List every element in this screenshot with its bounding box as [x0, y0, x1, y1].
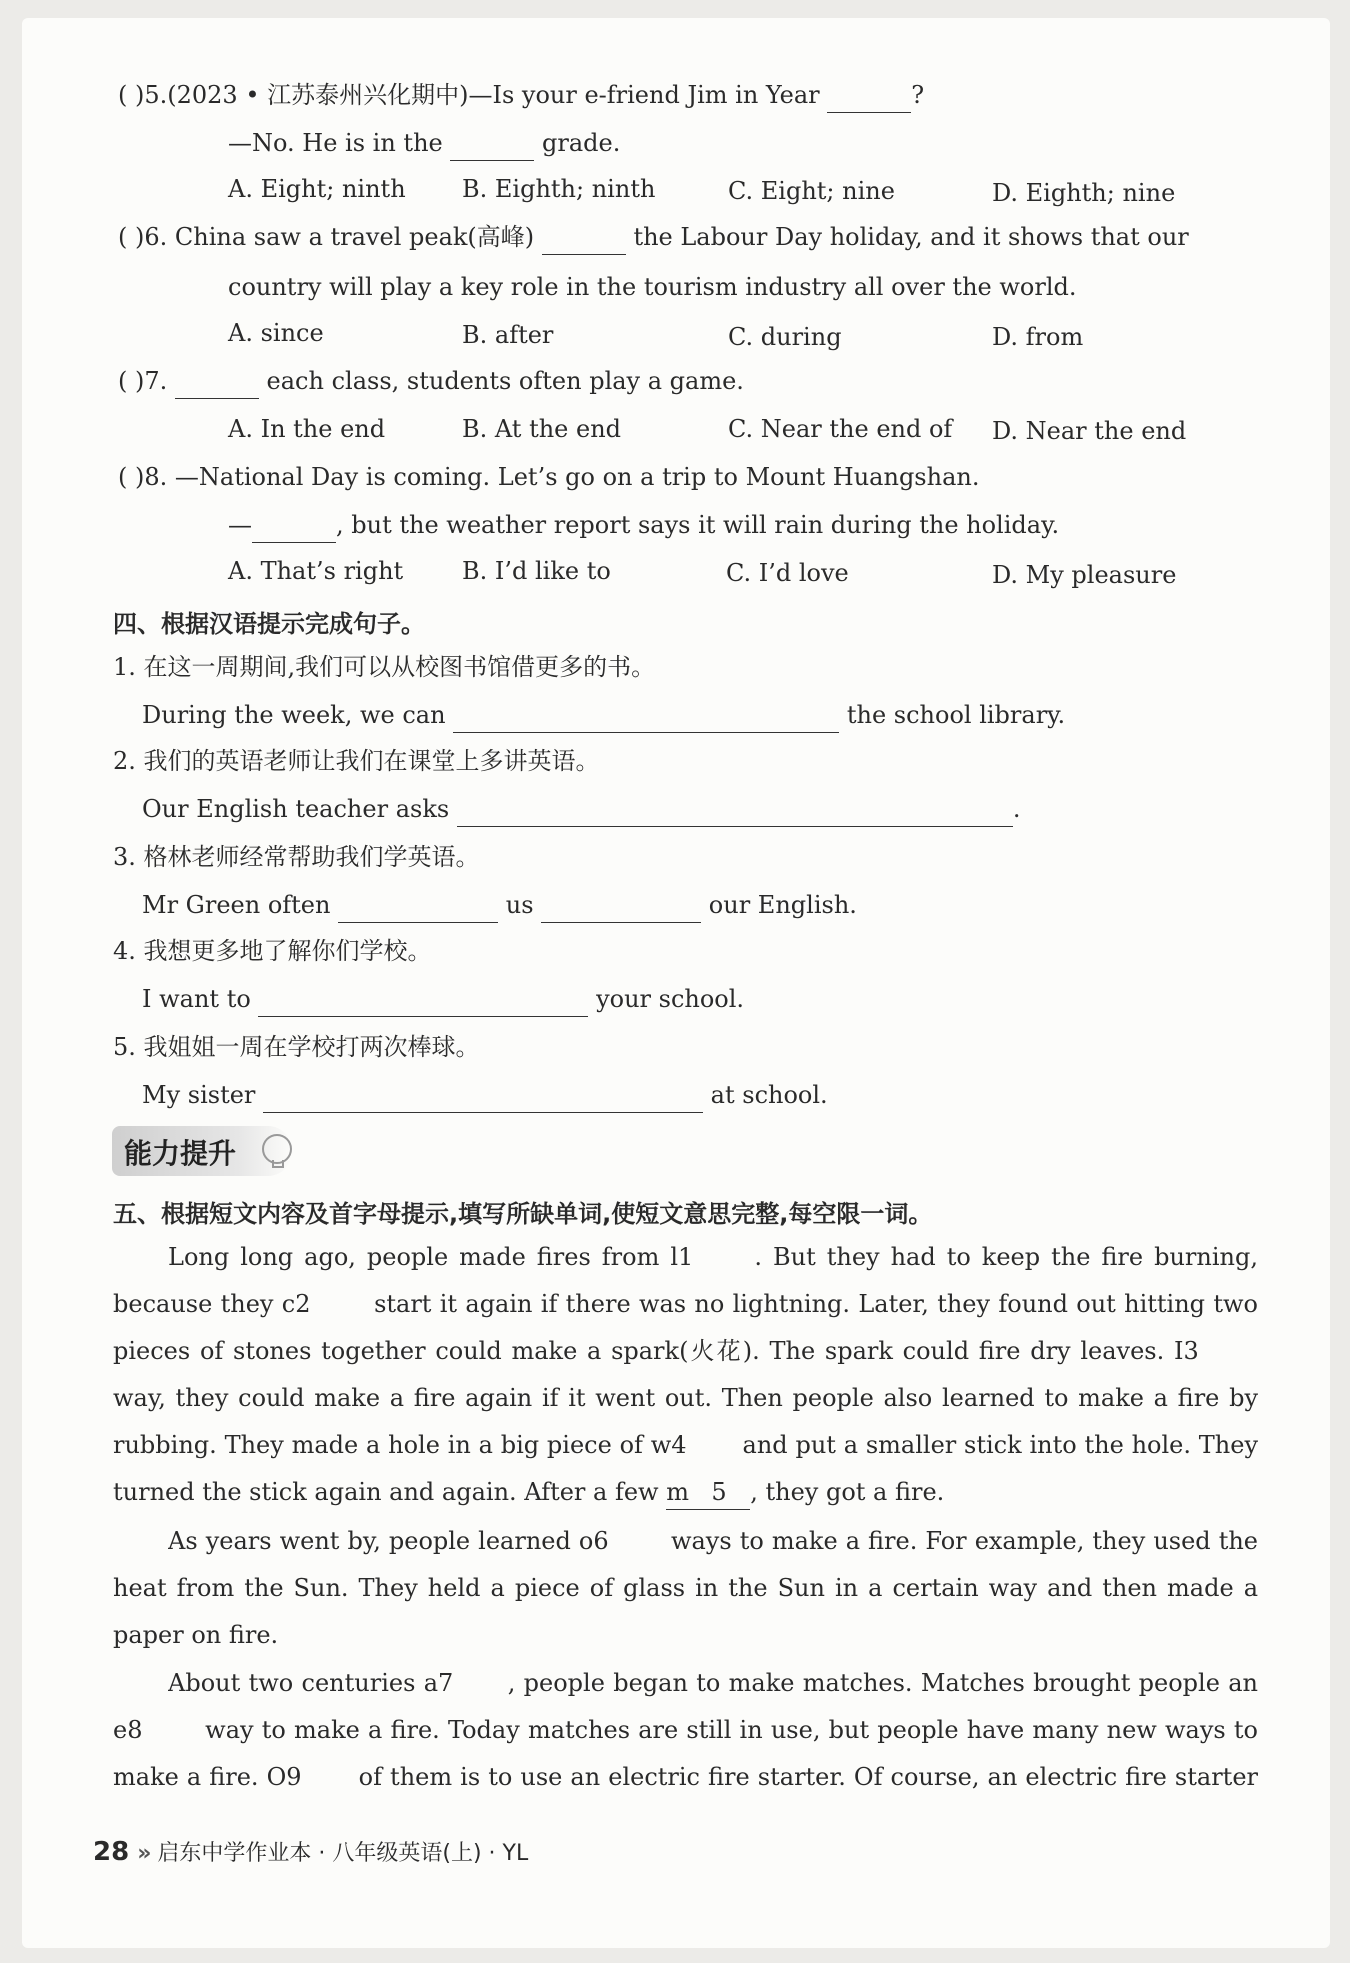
double-chevron-icon: »: [137, 1841, 152, 1866]
s4-item1-blank[interactable]: [453, 698, 839, 733]
passage-text: heat from the Sun. They held a piece of glass in the Sun in a certain way and then made a: [113, 1574, 1258, 1602]
cloze-blank-7[interactable]: [424, 1666, 508, 1700]
q5-blank-1[interactable]: [827, 78, 911, 113]
s4-item5-chinese: 5. 我姐姐一周在学校打两次棒球。: [113, 1033, 480, 1061]
q7-option-d: D. Near the end: [992, 417, 1187, 445]
cloze-blank-2[interactable]: [282, 1287, 366, 1321]
passage-line: [113, 1760, 1258, 1794]
passage-text: As years went by, people learned: [168, 1527, 579, 1555]
passage-text: of them is to use an electric fire starter. Of course, an electric fire starter: [358, 1763, 1258, 1791]
s4-item2-chinese: 2. 我们的英语老师让我们在课堂上多讲英语。: [113, 747, 600, 775]
q6-blank[interactable]: [542, 220, 626, 255]
passage-text: because they: [113, 1290, 282, 1318]
q5-option-a: A. Eight; ninth: [228, 175, 406, 203]
q7-line1: ( )7. each class, students often play a game.: [118, 364, 744, 399]
passage-line: [168, 1666, 1258, 1700]
s4-item3-blank-1[interactable]: [338, 888, 498, 923]
q8-option-d: D. My pleasure: [992, 561, 1177, 589]
passage-line: [113, 1475, 944, 1510]
section5-title: 五、根据短文内容及首字母提示,填写所缺单词,使短文意思完整,每空限一词。: [113, 1200, 933, 1228]
q5-option-b: B. Eighth; ninth: [462, 175, 656, 203]
passage-text: ways to make a fire. For example, they used the: [662, 1527, 1258, 1555]
cloze-initial-letter: e: [113, 1716, 128, 1744]
q6-option-d: D. from: [992, 323, 1084, 351]
passage-text: , they got a fire.: [750, 1478, 945, 1506]
passage-line: [113, 1618, 278, 1652]
cloze-blank-number: 1: [678, 1243, 694, 1271]
ability-section-badge: 能力提升: [112, 1126, 292, 1176]
passage-line: [168, 1524, 1258, 1558]
cloze-blank-3[interactable]: [1174, 1334, 1258, 1368]
passage-text: Long long ago, people made fires from: [168, 1243, 671, 1271]
q6-option-c: C. during: [728, 323, 842, 351]
cloze-blank-number: 6: [593, 1527, 609, 1555]
q7-option-c: C. Near the end of: [728, 415, 953, 443]
cloze-blank-9[interactable]: [267, 1760, 351, 1794]
s4-item3-chinese: 3. 格林老师经常帮助我们学英语。: [113, 843, 480, 871]
passage-line: [113, 1334, 1258, 1368]
passage-text: rubbing. They made a hole in a big piece of: [113, 1431, 651, 1459]
q8-option-b: B. I’d like to: [462, 557, 611, 585]
q5-option-d: D. Eighth; nine: [992, 179, 1176, 207]
s4-item3-blank-2[interactable]: [541, 888, 701, 923]
section4-title: 四、根据汉语提示完成句子。: [113, 610, 425, 638]
s4-item1-english: During the week, we can the school library.: [142, 698, 1065, 733]
s4-item1-chinese: 1. 在这一周期间,我们可以从校图书馆借更多的书。: [113, 653, 656, 681]
passage-line: [113, 1571, 1258, 1605]
cloze-initial-letter: m: [666, 1478, 689, 1506]
passage-text: . But they had to keep the fire burning,: [754, 1243, 1258, 1271]
cloze-blank-4[interactable]: [651, 1428, 735, 1462]
q8-line2: — , but the weather report says it will rain during the holiday.: [228, 508, 1059, 543]
cloze-blank-1[interactable]: [670, 1240, 754, 1274]
passage-line: [168, 1240, 1258, 1274]
q7-option-a: A. In the end: [228, 415, 386, 443]
q5-blank-2[interactable]: [450, 126, 534, 161]
q7-option-b: B. At the end: [462, 415, 622, 443]
cloze-initial-letter: l: [670, 1243, 679, 1271]
passage-line: [113, 1428, 1258, 1462]
cloze-initial-letter: c: [281, 1290, 296, 1318]
cloze-blank-number: 4: [671, 1431, 687, 1459]
passage-text: start it again if there was no lightning. Later, they found out hitting two: [365, 1290, 1258, 1318]
cloze-blank-number: 9: [286, 1763, 302, 1791]
cloze-initial-letter: a: [423, 1669, 439, 1697]
q7-blank[interactable]: [175, 364, 259, 399]
cloze-blank-8[interactable]: [113, 1713, 197, 1747]
s4-item4-blank[interactable]: [258, 982, 588, 1017]
page-footer: [93, 1836, 528, 1867]
q5-option-c: C. Eight; nine: [728, 177, 895, 205]
cloze-blank-number: 3: [1183, 1337, 1199, 1365]
q8-option-c: C. I’d love: [726, 559, 849, 587]
cloze-initial-letter: O: [266, 1763, 287, 1791]
cloze-blank-number: 2: [295, 1290, 311, 1318]
cloze-initial-letter: I: [1174, 1337, 1184, 1365]
book-title: 启东中学作业本 · 八年级英语(上) · YL: [157, 1841, 529, 1866]
s4-item4-english: I want to your school.: [142, 982, 744, 1017]
passage-text: make a fire.: [113, 1763, 267, 1791]
q8-line1: ( )8. —National Day is coming. Let’s go on a trip to Mount Huangshan.: [118, 463, 980, 491]
q5-line1: ( )5.(2023 • 江苏泰州兴化期中)—Is your e-friend Jim in Year ?: [118, 78, 924, 113]
passage-text: and put a smaller stick into the hole. They: [734, 1431, 1258, 1459]
passage-text: About two centuries: [168, 1669, 424, 1697]
q6-line2: country will play a key role in the tourism industry all over the world.: [228, 273, 1077, 301]
q6-option-a: A. since: [228, 319, 324, 347]
cloze-blank-5[interactable]: [666, 1475, 750, 1510]
s4-item5-english: My sister at school.: [142, 1078, 828, 1113]
q6-option-b: B. after: [462, 321, 554, 349]
passage-line: [113, 1287, 1258, 1321]
passage-text: paper on fire.: [113, 1621, 279, 1649]
cloze-initial-letter: o: [578, 1527, 594, 1555]
cloze-blank-6[interactable]: [579, 1524, 663, 1558]
s4-item2-english: Our English teacher asks .: [142, 792, 1020, 827]
q5-line2: —No. He is in the grade.: [228, 126, 620, 161]
lightbulb-icon: [262, 1134, 292, 1164]
s4-item5-blank[interactable]: [263, 1078, 703, 1113]
cloze-initial-letter: w: [650, 1431, 672, 1459]
passage-line: [113, 1713, 1258, 1747]
s4-item2-blank[interactable]: [457, 792, 1013, 827]
q8-option-a: A. That’s right: [228, 557, 404, 585]
cloze-blank-number: 7: [438, 1669, 454, 1697]
s4-item4-chinese: 4. 我想更多地了解你们学校。: [113, 937, 432, 965]
cloze-blank-number: 5: [711, 1478, 727, 1506]
passage-line: [113, 1381, 1258, 1415]
passage-text: , people began to make matches. Matches brought people an: [507, 1669, 1258, 1697]
q6-line1: ( )6. China saw a travel peak(高峰) the Labour Day holiday, and it shows that our: [118, 220, 1189, 255]
page-number: 28: [93, 1837, 130, 1867]
s4-item3-english: Mr Green often us our English.: [142, 888, 857, 923]
cloze-blank-number: 8: [127, 1716, 143, 1744]
passage-text: turned the stick again and again. After a few: [113, 1478, 667, 1506]
passage-text: pieces of stones together could make a spark(火花). The spark could fire dry leaves.: [113, 1337, 1174, 1365]
q8-blank[interactable]: [252, 508, 336, 543]
passage-text: way, they could make a fire again if it went out. Then people also learned to make a fire by: [113, 1384, 1258, 1412]
passage-text: way to make a fire. Today matches are still in use, but people have many new ways to: [197, 1716, 1258, 1744]
